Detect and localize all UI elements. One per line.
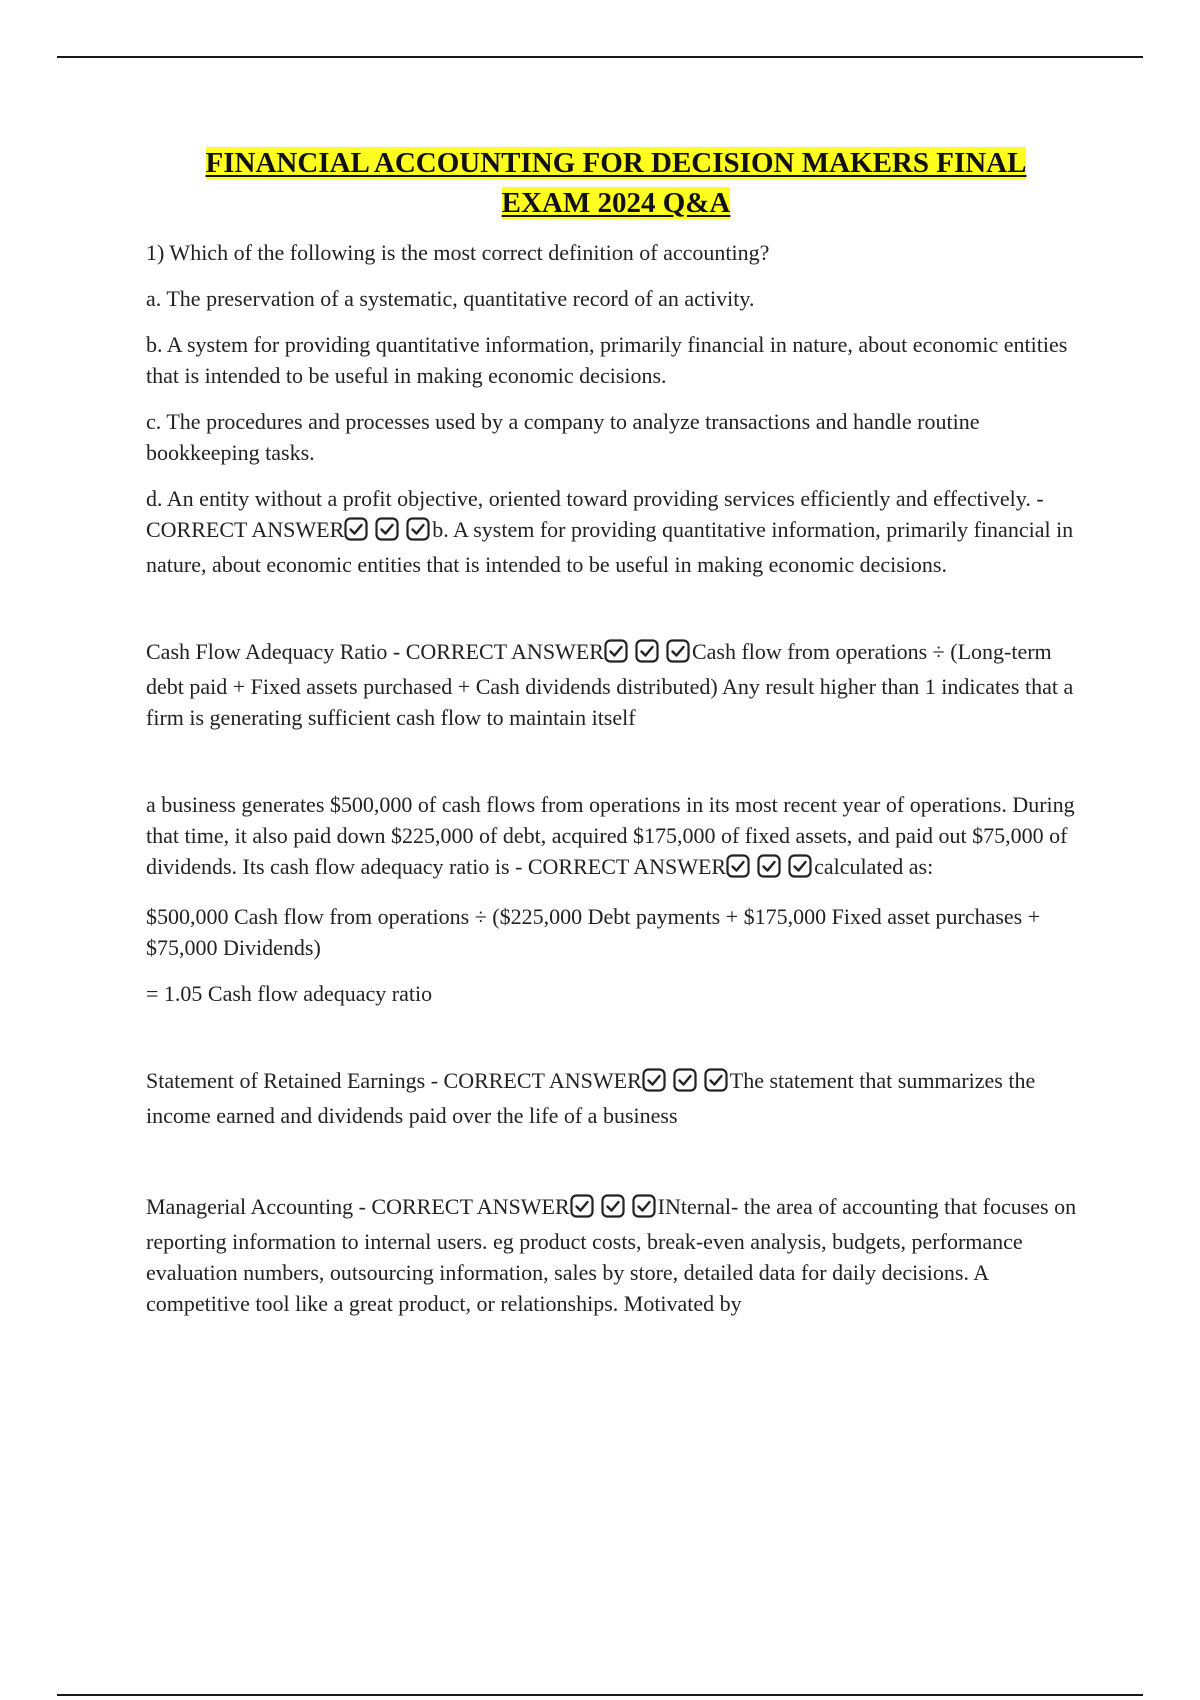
check-box-icon bbox=[632, 1194, 656, 1218]
check-box-icon bbox=[757, 854, 781, 878]
question-1-option-d bbox=[146, 483, 1086, 580]
check-box-icon bbox=[726, 854, 750, 878]
retained-earnings-entry bbox=[146, 1065, 1086, 1131]
title-line-1: FINANCIAL ACCOUNTING FOR DECISION MAKERS FINAL bbox=[205, 147, 1027, 179]
check-icon-group bbox=[570, 1194, 658, 1226]
cash-flow-example-answer: calculated as: bbox=[814, 854, 934, 879]
check-icon-group bbox=[344, 517, 432, 549]
check-box-icon bbox=[704, 1068, 728, 1092]
managerial-accounting-term: Managerial Accounting - CORRECT ANSWER bbox=[146, 1194, 570, 1219]
cash-flow-ratio-entry bbox=[146, 636, 1086, 733]
managerial-accounting-entry bbox=[146, 1191, 1086, 1319]
check-box-icon bbox=[673, 1068, 697, 1092]
check-box-icon bbox=[788, 854, 812, 878]
check-icon-group bbox=[642, 1068, 730, 1100]
retained-earnings-definition: The statement that summarizes the income earned and dividends paid over the life of a business bbox=[146, 1068, 1036, 1128]
cash-flow-ratio-definition: Cash flow from operations ÷ (Long-term debt paid + Fixed assets purchased + Cash dividends distributed) Any result higher than 1 indicates that a firm is generating sufficient cash flow to maintain itself bbox=[146, 639, 1074, 730]
check-box-icon bbox=[601, 1194, 625, 1218]
question-1-option-c: c. The procedures and processes used by a company to analyze transactions and handle routine bookkeeping tasks. bbox=[146, 409, 980, 465]
cash-flow-example-entry bbox=[146, 789, 1086, 886]
check-box-icon bbox=[570, 1194, 594, 1218]
check-icon-group bbox=[604, 639, 692, 671]
question-1-prompt: 1) Which of the following is the most correct definition of accounting? bbox=[146, 240, 770, 265]
title-line-2: EXAM 2024 Q&A bbox=[501, 187, 731, 219]
question-1-option-a: a. The preservation of a systematic, quantitative record of an activity. bbox=[146, 286, 755, 311]
check-box-icon bbox=[375, 517, 399, 541]
document-body bbox=[146, 143, 1086, 1334]
check-box-icon bbox=[604, 639, 628, 663]
check-box-icon bbox=[666, 639, 690, 663]
cash-flow-ratio-term: Cash Flow Adequacy Ratio - CORRECT ANSWER bbox=[146, 639, 604, 664]
cash-flow-formula: $500,000 Cash flow from operations ÷ ($225,000 Debt payments + $175,000 Fixed asset purchases + $75,000 Dividends) bbox=[146, 904, 1041, 960]
cash-flow-example-question: a business generates $500,000 of cash flows from operations in its most recent year of operations. During that time, it also paid down $225,000 of debt, acquired $175,000 of fixed assets, and paid out $75,000 of dividends. Its cash flow adequacy ratio is - CORRECT ANSWER bbox=[146, 792, 1075, 879]
question-1-option-b: b. A system for providing quantitative information, primarily financial in nature, about economic entities that is intended to be useful in making economic decisions. bbox=[146, 332, 1068, 388]
check-box-icon bbox=[642, 1068, 666, 1092]
check-box-icon bbox=[635, 639, 659, 663]
document-title bbox=[146, 143, 1086, 223]
question-1-answer: b. A system for providing quantitative information, primarily financial in nature, about economic entities that is intended to be useful in making economic decisions. bbox=[146, 517, 1074, 577]
top-rule bbox=[57, 56, 1143, 58]
option-d-text: d. An entity without a profit objective, oriented toward providing services efficiently and effectively. - CORRECT ANSWER bbox=[146, 486, 1044, 542]
check-box-icon bbox=[344, 517, 368, 541]
managerial-accounting-definition: INternal- the area of accounting that focuses on reporting information to internal users. eg product costs, break-even analysis, budgets, performance evaluation numbers, outsourcing information, sales by store, detailed data for daily decisions. A competitive tool like a great product, or relationships. Motivated by bbox=[146, 1194, 1077, 1316]
check-icon-group bbox=[726, 854, 814, 886]
retained-earnings-term: Statement of Retained Earnings - CORRECT ANSWER bbox=[146, 1068, 642, 1093]
cash-flow-result: = 1.05 Cash flow adequacy ratio bbox=[146, 981, 433, 1006]
check-box-icon bbox=[406, 517, 430, 541]
bottom-rule bbox=[57, 1694, 1143, 1696]
